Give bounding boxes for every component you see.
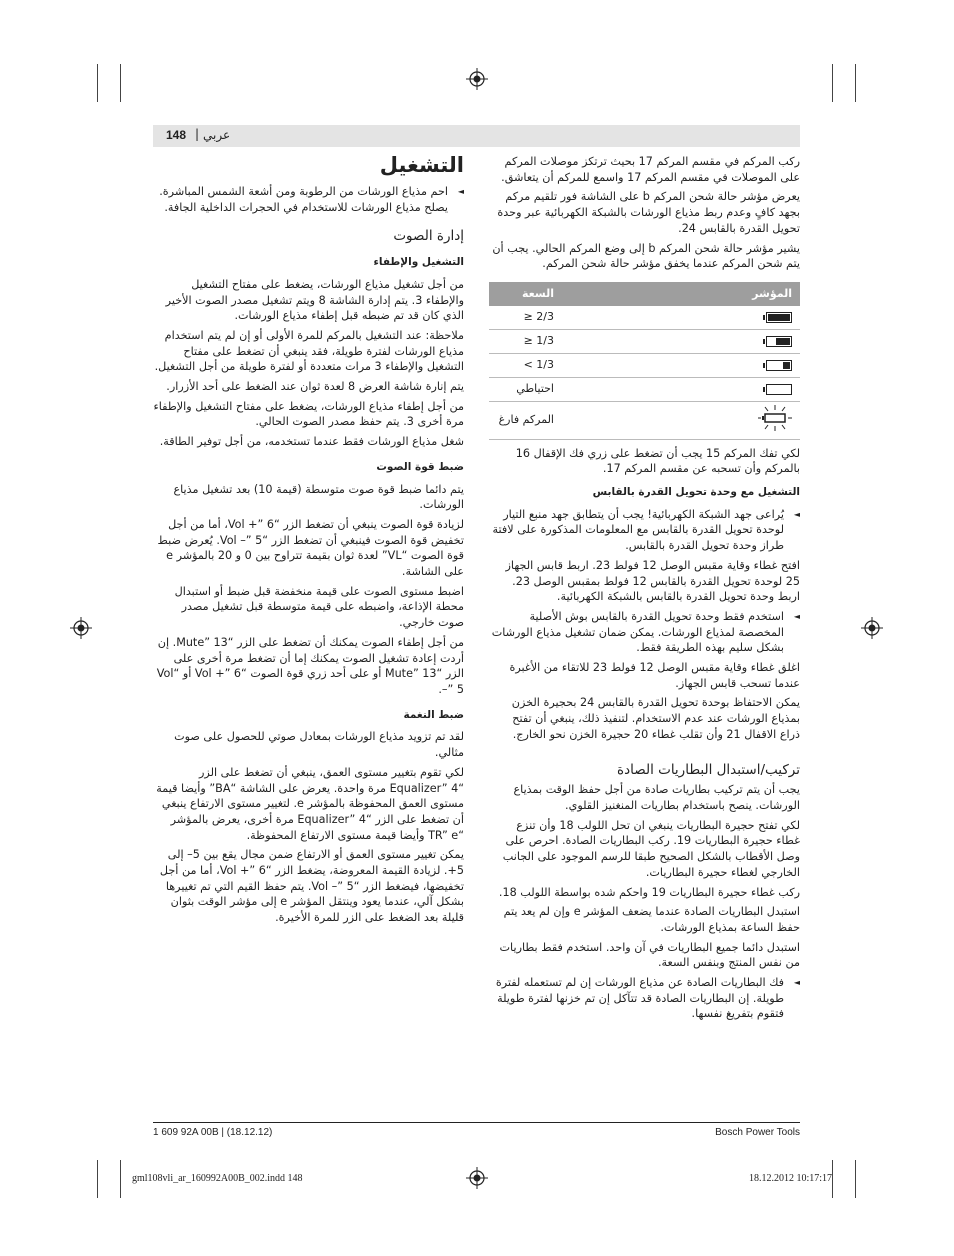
- paragraph: من أجل تشغيل مذياع الورشات، يضغط على مفتاح التشغيل والإطفاء 3. يتم إدارة الشاشة 8 ويتم تشغيل مصدر الصوت الأخير الذي كان قد تم ضبطه قبل إطفاء مذياع الورشات.: [165, 277, 464, 323]
- paragraph: شغل مذياع الورشات فقط عندما تستخدمه، من أجل توفير الطاقة.: [159, 435, 464, 449]
- table-row: [489, 377, 800, 401]
- header-language: عربي: [203, 128, 231, 142]
- paragraph: يشير مؤشر حالة شحن المركم b إلى وضع المركم الحالي. يجب أن يتم شحن المركم عندما يخفق مؤشر حالة شحن المركم.: [492, 241, 800, 271]
- paragraph: لقد تم تزويد مذياع الورشات بمعادل صوتي للحصول على صوت مثالي.: [174, 730, 464, 760]
- page-title: التشغيل: [379, 153, 464, 177]
- section-subheading: التشغيل مع وحدة تحويل القدرة بالقابس: [592, 486, 800, 499]
- registration-mark-icon: [466, 68, 488, 90]
- crop-mark: [855, 1160, 856, 1198]
- right-column: [489, 154, 800, 1026]
- paragraph: يجب أن يتم تركيب بطاريات صادة من أجل حفظ الوقت بمذياع الورشات. ينصح باستخدام بطاريات المنغنيز القلوي.: [513, 783, 800, 812]
- table-row: [489, 306, 800, 330]
- warning-bullet: ◄ استخدم فقط وحدة تحويل القدرة بالقابس بوش الأصلية المخصصة لمذياع الورشات. يمكن ضمان تشغيل مذياع الورشات بشكل سليم بهذه الطريقة فقط.: [489, 609, 800, 656]
- paragraph: من أجل إطفاء مذياع الورشات، يضغط على مفتاح التشغيل والإطفاء مرة أخرى 3. يتم حفظ مصدر الصوت الحالي.: [153, 399, 464, 429]
- table-row: [489, 353, 800, 377]
- crop-mark: [855, 64, 856, 102]
- crop-mark: [120, 1160, 121, 1198]
- table-cell: 1/3 >: [489, 353, 704, 377]
- paragraph: ركب غطاء حجيرة البطاريات 19 واحكم شده بواسطة اللولب 18.: [498, 885, 800, 899]
- slug-filename: gml108vli_ar_160992A00B_002.indd 148: [132, 1173, 303, 1184]
- battery-two-thirds-icon: [766, 336, 792, 347]
- battery-full-icon: [766, 312, 792, 323]
- footer-brand: Bosch Power Tools: [715, 1127, 800, 1138]
- paragraph: اضبط مستوى الصوت على قيمة منخفضة قبل ضبط أو استبدال محطة الإذاعة، واضبطه على قيمة متوسطة قبل تشغيل مصدر صوت خارجي.: [174, 584, 464, 630]
- table-row: [489, 401, 800, 439]
- battery-empty-icon: [766, 384, 792, 395]
- paragraph: افتح غطاء وقاية مقبس الوصل 12 فولط 23. اربط قابس الجهاز 25 لوحدة تحويل القدرة بالقابس 12 فولط بمقبس الوصل 23. اربط وحدة تحويل القدرة بالقابس بالشبكة الكهربائية.: [505, 558, 800, 604]
- header-separator: |: [195, 127, 200, 141]
- paragraph: لكي تفك المركم 15 يجب أن تضغط على زري فك الإقفال 16 بالمركم وأن تسحبه عن مقسم المركم 17.: [515, 446, 800, 476]
- crop-mark: [120, 64, 121, 102]
- paragraph: يتم إنارة شاشة العرض 8 لعدة ثوان عند الضغط على أحد الأزرار.: [166, 380, 464, 394]
- section-subheading: التشغيل والإطفاء: [373, 256, 464, 269]
- left-column: [153, 152, 464, 930]
- table-cell: احتياطي: [489, 377, 704, 401]
- crop-mark: [97, 64, 98, 102]
- battery-one-third-icon: [766, 360, 792, 371]
- paragraph: يمكن الاحتفاظ بوحدة تحويل القدرة بالقابس 24 بحجيرة الخزن بمذياع الورشات عند عدم الاستخدام. لتنفيذ ذلك، ينبغي أن تفتح ذراع الاقفال 21 وأن تقلب غطاء 20 حجيرة الخزن نحو الخارج.: [511, 696, 800, 741]
- table-header-capacity: السعة: [489, 282, 704, 306]
- battery-indicator-table: [489, 282, 800, 440]
- paragraph: استبدل البطاريات الصادة عندما يضعف المؤشر e وإن لم يعد يتم حفظ الساعة بمذياع الورشات.: [503, 905, 800, 934]
- slug-timestamp: 18.12.2012 10:17:17: [748, 1173, 832, 1184]
- crop-mark: [832, 1160, 833, 1198]
- paragraph: لكي تفتح حجيرة البطاريات ينبغي ان تحل اللولب 18 وأن تنزع غطاء حجيرة البطاريات 19. ركب البطاريات الصادة. احرص على وصل الأقطاب بالشكل الصحيح طبقا للرسم الموجود على الجانب الخارجي لغطاء حجيرة البطاريات.: [502, 818, 800, 879]
- footer-rule: [153, 1122, 800, 1123]
- warning-bullet: ◄ فك البطاريات الصادة عن مذياع الورشات إن لم تستعمله لفترة طويلة. إن البطاريات الصادة قد تتآكل إن تم خزنها لفترة طويلة فتقوم بتفريغ نفسها.: [489, 975, 800, 1022]
- registration-mark-icon: [70, 617, 92, 639]
- registration-mark-icon: [466, 1167, 488, 1189]
- paragraph: يتم دائما ضبط قوة صوت متوسطة (قيمة 10) بعد تشغيل مذياع الورشات.: [173, 482, 464, 512]
- crop-mark: [832, 64, 833, 102]
- registration-mark-icon: [861, 617, 883, 639]
- table-cell: 1/3 ≤: [489, 329, 704, 353]
- paragraph: من أجل إطفاء الصوت يمكنك أن تضغط على الزر “Mute” 13. إن أردت إعادة تشغيل الصوت يمكنك إما أن تضغط مرة أخرى على الزر “Mute” 13 أو على أحد زري قوة الصوت “Vol +” 6 أو “Vol –” 5.: [156, 635, 464, 696]
- paragraph: يمكن تغيير مستوى العمق أو الارتفاع ضمن مجال يقع بين 5– إلى 5+. لزيادة القيمة المعروضة، يضغط الزر “Vol +” 6، أما من أجل تخفيضها، فيضغط الزر “Vol –” 5. يتم حفظ القيم التي تم تغييرها بشكل آلي، عندما يعود وينتقل المؤشر e إلى مؤشر الوقت بثوان قليلة بعد الضغط على الزر للمرة الأخيرة.: [159, 848, 464, 925]
- crop-mark: [97, 1160, 98, 1198]
- paragraph: يعرض مؤشر حالة شحن المركم b على الشاشة فور تلقيم مركم بجهد كافٍ وعدم ربط مذياع الورشات بالشبكة الكهربائية عبر وحدة تحويل القدرة بالقابس 24.: [497, 190, 800, 235]
- warning-bullet: ◄ احم مذياع الورشات من الرطوبة ومن أشعة الشمس المباشرة. يصلح مذياع الورشات للاستخدام في الحجرات الداخلية الجافة.: [153, 184, 464, 215]
- paragraph: ملاحظة: عند التشغيل بالمركم للمرة الأولى أو إن لم يتم استخدام مذياع الورشات لفترة طويلة، فقد ينبغي أن تضغط على مفتاح التشغيل والإطفاء 3 مرات متعددة أو لفترة طويلة من أجل التشغيل.: [154, 328, 464, 374]
- battery-flashing-icon: [758, 404, 792, 432]
- section-subheading: ضبط النغمة: [403, 708, 464, 721]
- table-cell: المركم فارغ: [489, 401, 704, 439]
- paragraph: لزيادة قوة الصوت ينبغي أن تضغط الزر “Vol +” 6، أما من أجل تخفيض قوة الصوت فينبغي أن تضغط الزر “Vol –” 5. يُعرض ضبط قوة الصوت “VL” لعدة ثوان بقيمة تتراوح بين 0 و 20 بالمؤشر e على الشاشة.: [157, 517, 464, 579]
- page-number: 148: [166, 128, 187, 142]
- table-row: [489, 329, 800, 353]
- section-heading: تركيب/استبدال البطاريات الصادة: [617, 761, 800, 778]
- paragraph: اغلق غطاء وقاية مقبس الوصل 12 فولط 23 للاتقاء من الأغبرة عندما تسحب قابس الجهاز.: [509, 661, 800, 690]
- paragraph: ركب المركم في مقسم المركم 17 بحيث ترتكز موصلات المركم على الموصلات في مقسم المركم 17 واسمع للمركم أن يتعاشق.: [501, 155, 800, 184]
- paragraph: لكي تقوم بتغيير مستوى العمق، ينبغي أن تضغط على الزر “Equalizer” 4 مرة واحدة. يعرض على الشاشة “BA” وأيضا قيمة مستوى العمق المحفوظة بالمؤشر e. لتغيير مستوى الارتفاع ينبغي أن تضغط على الزر “Equalizer” 4 مرة أخرى، يعرض بالمؤشر “TR” e وأيضا قيمة مستوى الارتفاع المحفوظة.: [156, 765, 464, 842]
- paragraph: استبدل دائما جميع البطاريات في آن واحد. استخدم فقط بطاريات من نفس المنتج وبنفس السعة.: [499, 940, 800, 970]
- footer-doc-number: 1 609 92A 00B | (18.12.12): [153, 1127, 273, 1138]
- section-heading: إدارة الصوت: [393, 228, 464, 245]
- warning-bullet: ◄ يُراعى جهد الشبكة الكهربائية! يجب أن يتطابق جهد منبع التيار لوحدة تحويل القدرة بالقابس مع المعلومات المذكورة على لافتة طراز وحدة تحويل القدرة بالقابس.: [489, 507, 800, 554]
- section-subheading: ضبط قوة الصوت: [376, 460, 464, 473]
- table-cell: 2/3 ≤: [489, 306, 704, 330]
- table-header-indicator: المؤشر: [704, 282, 800, 306]
- page-header: [153, 125, 800, 147]
